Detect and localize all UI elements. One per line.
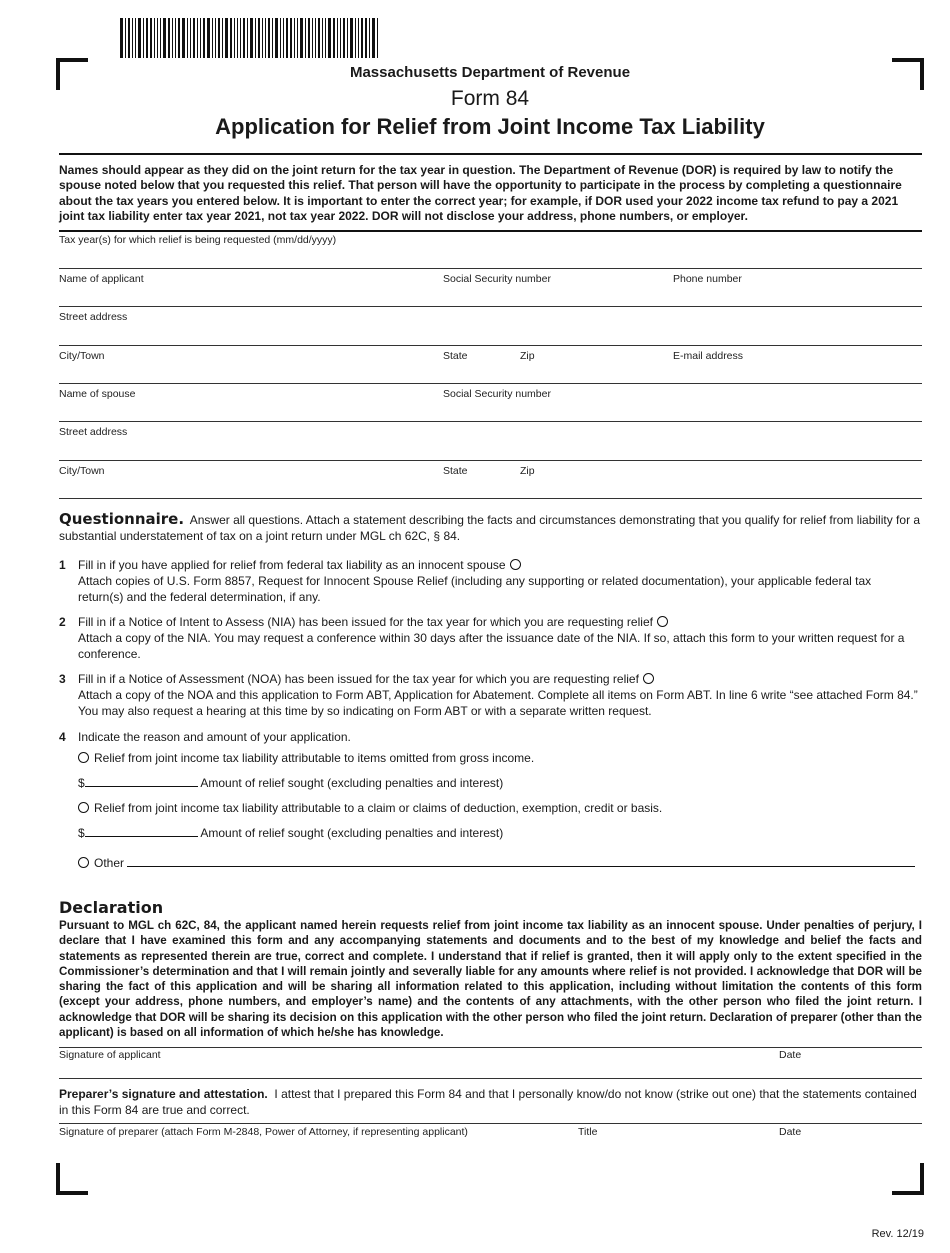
barcode-bar (308, 18, 310, 58)
preparer-date-field[interactable]: Date (779, 1126, 802, 1138)
barcode-bar (280, 18, 281, 58)
registration-mark-bottom-right (892, 1163, 924, 1195)
barcode-bar (343, 18, 345, 58)
field-line (59, 306, 922, 307)
barcode-bar (250, 18, 253, 58)
spouse-city-field[interactable]: City/Town (59, 465, 105, 477)
amount-1-input[interactable] (85, 776, 198, 787)
amount-row-1 (78, 776, 503, 790)
amount-label: Amount of relief sought (excluding penalties and interest) (200, 776, 504, 790)
declaration-text: Pursuant to MGL ch 62C, 84, the applicant named herein requests relief from joint income tax liability as an innocent spouse. Under penalties of perjury, I declare that I have examined this form and any accompanying statements and documents and to the best of my knowledge and belief the facts and statements as represented therein are true, correct and complete. I understand that if relief is granted, then it will apply only to the extent specified in the Commissioner’s determination and that I will remain jointly and severally liable for any amounts where relief is not provided. I acknowledge that DOR will be sharing the fact of this application and will be sharing all information related to this application, including without limitation the contents of this form (except your address, phone numbers, and employer’s name) and the contents of any attachments, with the other person who filed the joint return. I acknowledge that DOR will be sharing its decision on this application with the other person who filed the joint return. Declaration of preparer (other than the applicant) is based on all information of which he/she has knowledge. (59, 919, 922, 1040)
barcode-bar (243, 18, 245, 58)
intro-instructions: Names should appear as they did on the joint return for the tax year in question. The Department of Revenue (DOR) is required by law to notify the spouse noted below that you requested this relief. That person will have the opportunity to participate in the process by completing a questionnaire about the tax years you entered below. It is important to enter the correct year; for example, if DOR used your 2022 income tax refund to pay a 2021 joint tax liability enter tax year 2021, not tax year 2022. DOR will not disclose your address, phone numbers, or employer. (59, 163, 902, 224)
barcode-bar (325, 18, 326, 58)
barcode-bar (272, 18, 273, 58)
barcode-bar (157, 18, 158, 58)
barcode-bar (168, 18, 170, 58)
spouse-zip-field[interactable]: Zip (520, 465, 535, 477)
currency-symbol: $ (78, 826, 85, 840)
barcode-bar (154, 18, 155, 58)
barcode-bar (234, 18, 235, 58)
barcode (120, 18, 438, 58)
form-title: Application for Relief from Joint Income Tax Liability (215, 114, 765, 139)
barcode-bar (290, 18, 292, 58)
barcode-bar (372, 18, 375, 58)
field-line (59, 421, 922, 422)
applicant-email-field[interactable]: E-mail address (673, 350, 744, 362)
divider (59, 153, 922, 155)
question-detail: Attach a copy of the NOA and this application to Form ABT, Application for Abatement. Complete all items on Form ABT. In line 6 write “see attached Form 84.” You may also request a hearing at this time by so indicating on Form ABT or with a separate written request. (78, 688, 918, 718)
barcode-bar (294, 18, 295, 58)
applicant-zip-field[interactable]: Zip (520, 350, 535, 362)
barcode-bar (265, 18, 266, 58)
field-line (59, 498, 922, 499)
barcode-bar (150, 18, 152, 58)
barcode-bar (215, 18, 216, 58)
barcode-bar (340, 18, 341, 58)
barcode-bar (328, 18, 331, 58)
barcode-bar (190, 18, 191, 58)
barcode-bar (125, 18, 126, 58)
form-number: Form 84 (450, 87, 530, 110)
option-label: Other (94, 856, 125, 870)
barcode-bar (350, 18, 353, 58)
barcode-bar (247, 18, 248, 58)
question-detail: Attach a copy of the NIA. You may request a conference within 30 days after the issuance date of the NIA. If so, attach this form to your written request for a conference. (78, 631, 905, 661)
applicant-street-field[interactable]: Street address (59, 311, 128, 323)
applicant-state-field[interactable]: State (443, 350, 468, 362)
barcode-bar (203, 18, 205, 58)
question-text: Fill in if you have applied for relief from federal tax liability as an innocent spouse (78, 558, 506, 572)
amount-label: Amount of relief sought (excluding penalties and interest) (200, 826, 504, 840)
barcode-bar (138, 18, 141, 58)
barcode-bar (318, 18, 320, 58)
preparer-attestation (59, 1087, 922, 1118)
radio-icon[interactable] (78, 752, 89, 763)
barcode-bar (237, 18, 238, 58)
option-label: Relief from joint income tax liability attributable to a claim or claims of deduction, exemption, credit or basis. (94, 801, 663, 815)
signature-line (59, 1123, 922, 1124)
field-line (59, 268, 922, 269)
question-number: 3 (59, 672, 66, 686)
spouse-state-field[interactable]: State (443, 465, 468, 477)
question-text: Fill in if a Notice of Assessment (NOA) has been issued for the tax year for which you are requesting relief (78, 672, 639, 686)
applicant-ssn-field[interactable]: Social Security number (443, 273, 551, 285)
barcode-bar (128, 18, 130, 58)
option-label: Relief from joint income tax liability attributable to items omitted from gross income. (94, 751, 535, 765)
barcode-bar (347, 18, 348, 58)
signature-line (59, 1047, 922, 1048)
revision-label: Rev. 12/19 (871, 1228, 924, 1240)
barcode-bar (322, 18, 323, 58)
radio-icon[interactable] (78, 857, 89, 868)
amount-row-2 (78, 826, 503, 840)
spouse-street-field[interactable]: Street address (59, 426, 128, 438)
barcode-bar (365, 18, 367, 58)
question-number: 2 (59, 615, 66, 629)
question-3 (59, 671, 919, 719)
barcode-bar (207, 18, 210, 58)
barcode-bar (182, 18, 185, 58)
barcode-bar (262, 18, 263, 58)
preparer-heading: Preparer’s signature and attestation. (59, 1087, 268, 1101)
barcode-bar (132, 18, 133, 58)
reason-omitted-income-option[interactable] (78, 751, 534, 765)
registration-mark-bottom-left (56, 1163, 88, 1195)
barcode-bar (355, 18, 356, 58)
preparer-text: I attest that I prepared this Form 84 and that I personally know/do not know (strike out one) that the statements contained in this Form 84 are true and correct. (59, 1087, 917, 1117)
barcode-bar (300, 18, 303, 58)
barcode-bar (143, 18, 144, 58)
barcode-bar (275, 18, 278, 58)
applicant-date-field[interactable]: Date (779, 1049, 802, 1061)
reason-deduction-option[interactable] (78, 801, 662, 815)
barcode-bar (120, 18, 123, 58)
barcode-bar (160, 18, 161, 58)
nia-radio[interactable] (657, 616, 668, 627)
other-input[interactable] (127, 856, 915, 867)
barcode-bar (178, 18, 180, 58)
questionnaire-instructions: Answer all questions. Attach a statement describing the facts and circumstances demonstrating that you qualify for relief from liability for a substantial understatement of tax on a joint return under MGL ch 62C, § 84. (59, 513, 921, 543)
question-4 (59, 729, 919, 745)
barcode-bar (361, 18, 363, 58)
question-number: 1 (59, 558, 66, 572)
barcode-bar (286, 18, 288, 58)
innocent-spouse-radio[interactable] (510, 559, 521, 570)
applicant-city-field[interactable]: City/Town (59, 350, 105, 362)
barcode-bar (200, 18, 201, 58)
question-1 (59, 557, 919, 605)
barcode-bar (240, 18, 241, 58)
barcode-bar (337, 18, 338, 58)
barcode-bar (218, 18, 220, 58)
barcode-bar (268, 18, 270, 58)
barcode-bar (146, 18, 148, 58)
barcode-bar (135, 18, 136, 58)
declaration-heading: Declaration (59, 898, 164, 917)
preparer-signature-field[interactable]: Signature of preparer (attach Form M-2848, Power of Attorney, if representing applicant) (59, 1126, 468, 1138)
spouse-name-field[interactable]: Name of spouse (59, 388, 136, 400)
applicant-phone-field[interactable]: Phone number (673, 273, 742, 285)
barcode-bar (305, 18, 306, 58)
field-line (59, 460, 922, 461)
currency-symbol: $ (78, 776, 85, 790)
barcode-bar (172, 18, 173, 58)
barcode-bar (193, 18, 195, 58)
questionnaire-intro (59, 512, 922, 544)
barcode-bar (212, 18, 213, 58)
barcode-bar (175, 18, 176, 58)
reason-other-option[interactable] (78, 856, 915, 870)
barcode-bar (230, 18, 232, 58)
field-line (59, 383, 922, 384)
question-text: Indicate the reason and amount of your application. (78, 730, 351, 744)
spouse-ssn-field[interactable]: Social Security number (443, 388, 551, 400)
field-line (59, 345, 922, 346)
barcode-bar (258, 18, 260, 58)
question-2 (59, 614, 919, 662)
applicant-name-field[interactable]: Name of applicant (59, 273, 144, 285)
barcode-bar (197, 18, 198, 58)
barcode-bar (225, 18, 228, 58)
barcode-bar (333, 18, 335, 58)
barcode-bar (187, 18, 188, 58)
barcode-bar (222, 18, 223, 58)
applicant-signature-field[interactable]: Signature of applicant (59, 1049, 161, 1061)
tax-years-field[interactable]: Tax year(s) for which relief is being requested (mm/dd/yyyy) (59, 234, 337, 246)
question-text: Fill in if a Notice of Intent to Assess (NIA) has been issued for the tax year for which you are requesting relief (78, 615, 653, 629)
divider (59, 230, 922, 232)
barcode-bar (369, 18, 370, 58)
radio-icon[interactable] (78, 802, 89, 813)
question-detail: Attach copies of U.S. Form 8857, Request for Innocent Spouse Relief (including any supporting or related documentation), your applicable federal tax return(s) and the federal determination, if any. (78, 574, 872, 604)
barcode-bar (297, 18, 298, 58)
barcode-bar (312, 18, 313, 58)
amount-2-input[interactable] (85, 826, 198, 837)
questionnaire-heading: Questionnaire. (59, 510, 185, 528)
preparer-title-field[interactable]: Title (578, 1126, 598, 1138)
barcode-bar (315, 18, 316, 58)
barcode-bar (255, 18, 256, 58)
barcode-bar (283, 18, 284, 58)
barcode-bar (163, 18, 166, 58)
question-number: 4 (59, 730, 66, 744)
noa-radio[interactable] (643, 673, 654, 684)
barcode-bar (358, 18, 359, 58)
agency-name: Massachusetts Department of Revenue (349, 64, 631, 81)
barcode-bar (377, 18, 378, 58)
divider (59, 1078, 922, 1079)
